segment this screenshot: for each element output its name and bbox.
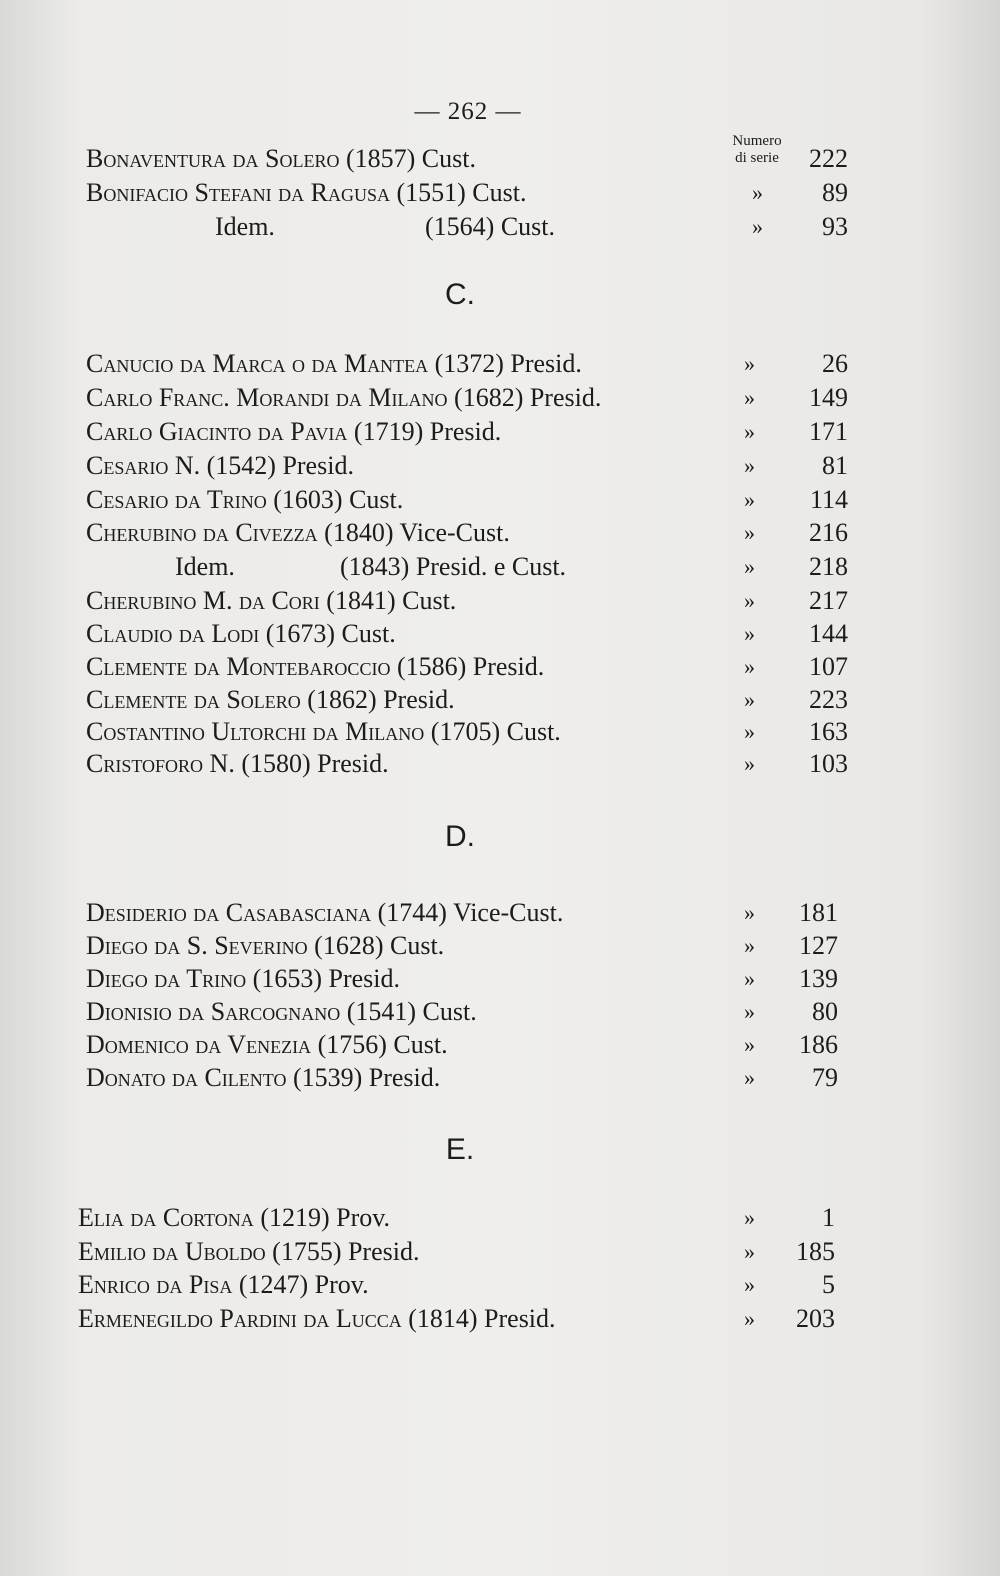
section-heading-d: D. (445, 820, 475, 853)
list-item (0, 1268, 1000, 1301)
entry-number: 93 (822, 212, 848, 241)
entry-number: 181 (799, 898, 838, 927)
entry-detail: (1247) Prov. (238, 1270, 369, 1299)
entry-name (86, 929, 444, 962)
entry-number: 107 (809, 652, 848, 681)
entry-number: 114 (809, 485, 848, 514)
list-item (0, 550, 1000, 583)
entry-number: 79 (812, 1063, 838, 1092)
list-item (0, 617, 1000, 650)
entry-name (78, 1235, 419, 1268)
list-item (0, 962, 1000, 995)
entry-name (78, 1201, 390, 1234)
ditto-mark: » (744, 419, 755, 444)
entry-name (86, 381, 601, 414)
entry-name-text: Carlo Franc. Morandi da Milano (86, 383, 448, 412)
entry-name (86, 347, 582, 380)
entry-name (86, 617, 396, 650)
entry-name-text: Claudio da Lodi (86, 619, 260, 648)
entry-name-text: Bonifacio Stefani da Ragusa (86, 178, 390, 207)
entry-detail: (1857) Cust. (345, 144, 476, 173)
entry-name (86, 449, 354, 482)
entry-detail: (1653) Presid. (252, 964, 400, 993)
ditto-mark: » (744, 933, 755, 958)
entry-number: 80 (812, 997, 838, 1026)
list-item (0, 1235, 1000, 1268)
list-item (0, 483, 1000, 516)
entry-number: 185 (796, 1237, 835, 1266)
entry-name (78, 1302, 556, 1335)
entry-number: 127 (799, 931, 838, 960)
entry-name-text: Domenico da Venezia (86, 1030, 312, 1059)
list-item (0, 747, 1000, 780)
entry-name-text: Diego da S. Severino (86, 931, 308, 960)
ditto-mark: » (752, 214, 763, 239)
entry-name (86, 142, 476, 175)
ditto-mark: » (744, 1205, 755, 1230)
entry-number: 1 (822, 1203, 835, 1232)
entry-name-text: Desiderio da Casabasciana (86, 898, 372, 927)
list-item (0, 210, 1000, 243)
entry-name-text: Cherubino M. da Cori (86, 586, 320, 615)
entry-name-text: Idem. (175, 552, 235, 581)
entry-detail: (1603) Cust. (273, 485, 404, 514)
ditto-mark: » (744, 621, 755, 646)
ditto-mark: » (744, 1032, 755, 1057)
entry-number: 216 (809, 518, 848, 547)
section-heading-c: C. (445, 278, 475, 311)
page-number: — 262 — (414, 98, 522, 125)
ditto-mark: » (744, 487, 755, 512)
entry-detail: (1564) Cust. (425, 212, 555, 241)
entry-name-text: Bonaventura da Solero (86, 144, 340, 173)
entry-name (86, 715, 561, 748)
entry-number: 222 (809, 144, 848, 173)
list-item (0, 584, 1000, 617)
entry-detail: (1814) Presid. (408, 1304, 556, 1333)
entry-number: 163 (809, 717, 848, 746)
entry-detail: (1755) Presid. (272, 1237, 420, 1266)
entry-name-text: Costantino Ultorchi da Milano (86, 717, 425, 746)
entry-name-text: Carlo Giacinto da Pavia (86, 417, 348, 446)
list-item (0, 683, 1000, 716)
entry-detail: (1682) Presid. (454, 383, 602, 412)
ditto-mark: » (744, 520, 755, 545)
entry-name (86, 516, 510, 549)
entry-detail: (1744) Vice-Cust. (377, 898, 564, 927)
entry-detail: (1673) Cust. (265, 619, 396, 648)
entry-number: 5 (822, 1270, 835, 1299)
list-item (0, 896, 1000, 929)
ditto-mark: » (744, 751, 755, 776)
entry-detail: (1843) Presid. e Cust. (340, 552, 567, 581)
entry-detail: (1840) Vice-Cust. (324, 518, 510, 547)
list-item (0, 449, 1000, 482)
entry-detail: (1705) Cust. (430, 717, 561, 746)
column-header-line2: di serie (735, 150, 779, 166)
entry-name-text: Enrico da Pisa (78, 1270, 233, 1299)
ditto-mark: » (752, 180, 763, 205)
entry-name (86, 584, 456, 617)
entry-detail: (1756) Cust. (317, 1030, 448, 1059)
entry-detail: (1586) Presid. (396, 652, 545, 681)
ditto-mark: » (744, 1306, 755, 1331)
ditto-mark: » (744, 385, 755, 410)
entry-detail: (1551) Cust. (396, 178, 527, 207)
entry-name (86, 1061, 440, 1094)
section-heading-e: E. (445, 1133, 475, 1166)
entry-name (86, 415, 501, 448)
ditto-mark: » (744, 1272, 755, 1297)
entry-name-text: Cherubino da Civezza (86, 518, 318, 547)
ditto-mark: » (744, 1239, 755, 1264)
entry-name (215, 210, 555, 243)
entry-name (86, 962, 400, 995)
ditto-mark: » (744, 687, 755, 712)
entry-number: 149 (809, 383, 848, 412)
list-item (0, 929, 1000, 962)
entry-name-text: Dionisio da Sarcognano (86, 997, 341, 1026)
entry-number: 186 (799, 1030, 838, 1059)
entry-detail: (1580) Presid. (241, 749, 389, 778)
entry-number: 139 (799, 964, 838, 993)
entry-name (78, 1268, 369, 1301)
entry-detail: (1539) Presid. (292, 1063, 441, 1092)
entry-number: 203 (796, 1304, 835, 1333)
entry-name-text: Elia da Cortona (78, 1203, 254, 1232)
entry-name (86, 896, 563, 929)
entry-detail: (1219) Prov. (260, 1203, 391, 1232)
entry-name-text: Emilio da Uboldo (78, 1237, 266, 1266)
entry-name (86, 683, 455, 716)
entry-detail: (1628) Cust. (314, 931, 445, 960)
ditto-mark: » (744, 900, 755, 925)
entry-detail: (1862) Presid. (307, 685, 455, 714)
list-item (0, 995, 1000, 1028)
ditto-mark: » (744, 999, 755, 1024)
list-item (0, 1302, 1000, 1335)
entry-number: 218 (809, 552, 848, 581)
entry-name-text: Cesario N. (86, 451, 201, 480)
ditto-mark: » (744, 966, 755, 991)
entry-number: 26 (822, 349, 848, 378)
list-item (0, 516, 1000, 549)
column-header-line1: Numero (732, 133, 782, 149)
entry-detail: (1541) Cust. (346, 997, 477, 1026)
entry-detail: (1841) Cust. (326, 586, 457, 615)
ditto-mark: » (744, 453, 755, 478)
entry-number: 89 (822, 178, 848, 207)
entry-name (86, 650, 544, 683)
entry-number: 223 (809, 685, 848, 714)
list-item (0, 176, 1000, 209)
entry-detail: (1372) Presid. (434, 349, 582, 378)
entry-name (86, 995, 477, 1028)
list-item (0, 347, 1000, 380)
list-item (0, 650, 1000, 683)
entry-name (175, 550, 567, 583)
entry-number: 81 (822, 451, 848, 480)
entry-name-text: Idem. (215, 212, 275, 241)
entry-name-text: Ermenegildo Pardini da Lucca (78, 1304, 402, 1333)
entry-name (86, 176, 526, 209)
list-item (0, 1028, 1000, 1061)
list-item (0, 381, 1000, 414)
list-item (0, 1201, 1000, 1234)
entry-name-text: Cesario da Trino (86, 485, 267, 514)
entry-number: 171 (809, 417, 848, 446)
ditto-mark: » (744, 719, 755, 744)
entry-name-text: Canucio da Marca o da Mantea (86, 349, 429, 378)
entry-name (86, 483, 403, 516)
entry-name-text: Clemente da Solero (86, 685, 301, 714)
entry-name-text: Cristoforo N. (86, 749, 235, 778)
ditto-mark: » (744, 654, 755, 679)
list-item (0, 415, 1000, 448)
entry-number: 217 (809, 586, 848, 615)
entry-name-text: Clemente da Montebaroccio (86, 652, 391, 681)
entry-name (86, 747, 389, 780)
entry-detail: (1542) Presid. (206, 451, 354, 480)
entry-name-text: Diego da Trino (86, 964, 247, 993)
entry-number: 103 (809, 749, 848, 778)
ditto-mark: » (744, 554, 755, 579)
ditto-mark: » (744, 351, 755, 376)
entry-detail: (1719) Presid. (353, 417, 502, 446)
entry-number: 144 (809, 619, 848, 648)
list-item (0, 715, 1000, 748)
entry-name-text: Donato da Cilento (86, 1063, 287, 1092)
list-item (0, 1061, 1000, 1094)
ditto-mark: » (744, 1065, 755, 1090)
entry-name (86, 1028, 448, 1061)
list-item (0, 142, 1000, 175)
ditto-mark: » (744, 588, 755, 613)
